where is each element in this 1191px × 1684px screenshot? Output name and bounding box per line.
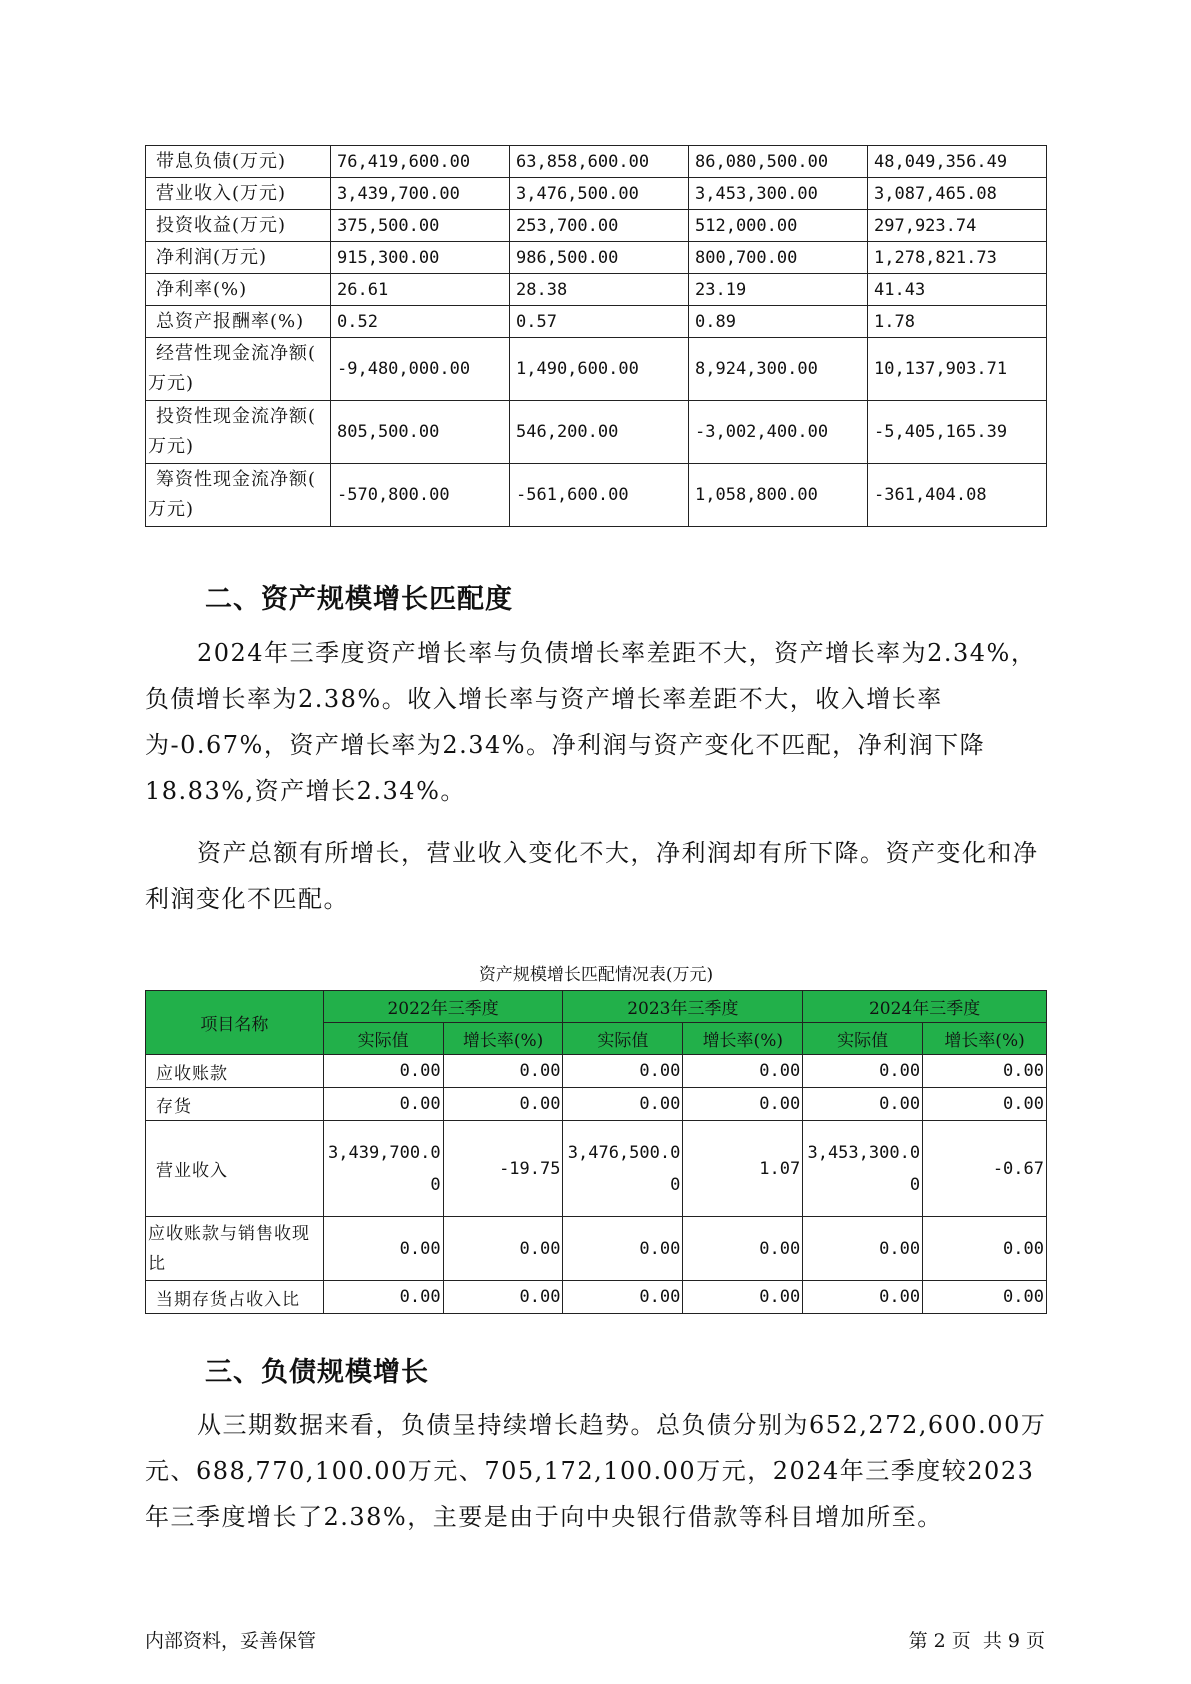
cell-value: 0.00 xyxy=(563,1217,683,1281)
cell-value: 375,500.00 xyxy=(331,210,510,242)
cell-value: 41.43 xyxy=(868,274,1047,306)
cell-value: 0.00 xyxy=(323,1217,443,1281)
table-row xyxy=(146,210,1047,242)
header-growth: 增长率(%) xyxy=(683,1023,803,1055)
cell-value: 3,453,300.00 xyxy=(803,1121,923,1217)
table-row xyxy=(146,306,1047,338)
cell-value: 48,049,356.49 xyxy=(868,146,1047,178)
cell-value: 1,278,821.73 xyxy=(868,242,1047,274)
cell-value: 0.00 xyxy=(323,1088,443,1121)
cell-value: 10,137,903.71 xyxy=(868,338,1047,401)
cell-value: 0.00 xyxy=(803,1088,923,1121)
cell-value: 0.00 xyxy=(683,1217,803,1281)
cell-value: 0.00 xyxy=(563,1281,683,1314)
cell-value: 1.78 xyxy=(868,306,1047,338)
table-row xyxy=(146,1217,1047,1281)
table-row xyxy=(146,274,1047,306)
cell-value: 1,058,800.00 xyxy=(689,464,868,527)
row-label-line: 万元) xyxy=(148,373,195,394)
header-growth: 增长率(%) xyxy=(923,1023,1047,1055)
row-label-line: 筹资性现金流净额( xyxy=(156,469,317,490)
cell-value: 28.38 xyxy=(510,274,689,306)
cell-value: 0.52 xyxy=(331,306,510,338)
cell-value: 0.00 xyxy=(803,1055,923,1088)
paragraph-text: 资产总额有所增长，营业收入变化不大，净利润却有所下降。资产变化和净利润变化不匹配。 xyxy=(145,839,1039,913)
header-actual: 实际值 xyxy=(323,1023,443,1055)
row-label xyxy=(146,464,331,527)
row-label-line: 投资性现金流净额( xyxy=(156,406,317,427)
paragraph xyxy=(145,1402,1050,1540)
cell-value: 0.00 xyxy=(563,1055,683,1088)
cell-value: 76,419,600.00 xyxy=(331,146,510,178)
cell-value: 0.00 xyxy=(803,1217,923,1281)
header-growth: 增长率(%) xyxy=(443,1023,563,1055)
header-actual: 实际值 xyxy=(563,1023,683,1055)
cell-value: 0.00 xyxy=(923,1055,1047,1088)
footer-left: 内部资料，妥善保管 xyxy=(145,1630,317,1652)
cell-value: 0.00 xyxy=(923,1281,1047,1314)
header-period: 2022年三季度 xyxy=(323,991,563,1023)
cell-value: 0.00 xyxy=(443,1217,563,1281)
paragraph-text: 2024年三季度资产增长率与负债增长率差距不大，资产增长率为2.34%，负债增长率为2.38%。收入增长率与资产增长率差距不大，收入增长率为-0.67%，资产增长率为2.34%。净利润与资产变化不匹配，净利润下降18.83%,资产增长2.34%。 xyxy=(145,639,1037,805)
table-header-row xyxy=(146,991,1047,1023)
cell-value: 23.19 xyxy=(689,274,868,306)
cell-value: 0.00 xyxy=(683,1281,803,1314)
cell-value: 0.00 xyxy=(803,1281,923,1314)
header-actual: 实际值 xyxy=(803,1023,923,1055)
cell-value: 26.61 xyxy=(331,274,510,306)
cell-value: 0.57 xyxy=(510,306,689,338)
row-label-line: 经营性现金流净额( xyxy=(156,343,317,364)
row-label: 应收账款 xyxy=(146,1055,324,1088)
table-row xyxy=(146,401,1047,464)
cell-value: 0.00 xyxy=(923,1088,1047,1121)
cell-value: 0.89 xyxy=(689,306,868,338)
page-number: 第 2 页 共 9 页 xyxy=(908,1630,1045,1652)
header-period: 2024年三季度 xyxy=(803,991,1047,1023)
cell-value: -361,404.08 xyxy=(868,464,1047,527)
cell-value: 3,476,500.00 xyxy=(510,178,689,210)
cell-value: 915,300.00 xyxy=(331,242,510,274)
table-row xyxy=(146,1088,1047,1121)
cell-value: -5,405,165.39 xyxy=(868,401,1047,464)
cell-value: 3,439,700.00 xyxy=(323,1121,443,1217)
table-row xyxy=(146,1281,1047,1314)
financial-metrics-table xyxy=(145,145,1047,527)
cell-value: 63,858,600.00 xyxy=(510,146,689,178)
cell-value: 253,700.00 xyxy=(510,210,689,242)
row-label: 投资收益(万元) xyxy=(146,210,331,242)
paragraph xyxy=(145,830,1050,922)
cell-value: -19.75 xyxy=(443,1121,563,1217)
cell-value: 0.00 xyxy=(323,1055,443,1088)
cell-value: 800,700.00 xyxy=(689,242,868,274)
table-row xyxy=(146,242,1047,274)
table-row xyxy=(146,178,1047,210)
row-label: 总资产报酬率(%) xyxy=(146,306,331,338)
cell-value: 297,923.74 xyxy=(868,210,1047,242)
cell-value: -561,600.00 xyxy=(510,464,689,527)
cell-value: -570,800.00 xyxy=(331,464,510,527)
row-label: 营业收入(万元) xyxy=(146,178,331,210)
cell-value: 3,439,700.00 xyxy=(331,178,510,210)
row-label-line: 万元) xyxy=(148,436,195,457)
paragraph xyxy=(145,630,1050,814)
cell-value: 0.00 xyxy=(443,1088,563,1121)
cell-value: 1.07 xyxy=(683,1121,803,1217)
header-period: 2023年三季度 xyxy=(563,991,803,1023)
cell-value: -9,480,000.00 xyxy=(331,338,510,401)
cell-value: 986,500.00 xyxy=(510,242,689,274)
row-label-line: 万元) xyxy=(148,499,195,520)
table-row xyxy=(146,146,1047,178)
cell-value: 3,087,465.08 xyxy=(868,178,1047,210)
cell-value: -3,002,400.00 xyxy=(689,401,868,464)
cell-value: 8,924,300.00 xyxy=(689,338,868,401)
cell-value: 0.00 xyxy=(443,1055,563,1088)
cell-value: 512,000.00 xyxy=(689,210,868,242)
table-row xyxy=(146,1121,1047,1217)
cell-value: 1,490,600.00 xyxy=(510,338,689,401)
row-label: 应收账款与销售收现比 xyxy=(146,1217,324,1281)
cell-value: 0.00 xyxy=(443,1281,563,1314)
table-row xyxy=(146,338,1047,401)
cell-value: 805,500.00 xyxy=(331,401,510,464)
cell-value: 546,200.00 xyxy=(510,401,689,464)
asset-growth-table xyxy=(145,990,1047,1314)
row-label: 净利率(%) xyxy=(146,274,331,306)
section-heading: 三、负债规模增长 xyxy=(205,1357,429,1388)
table-row xyxy=(146,1055,1047,1088)
table-row xyxy=(146,464,1047,527)
row-label xyxy=(146,338,331,401)
cell-value: 3,453,300.00 xyxy=(689,178,868,210)
cell-value: 0.00 xyxy=(563,1088,683,1121)
row-label: 带息负债(万元) xyxy=(146,146,331,178)
header-item: 项目名称 xyxy=(146,991,324,1055)
row-label: 营业收入 xyxy=(146,1121,324,1217)
paragraph-text: 从三期数据来看，负债呈持续增长趋势。总负债分别为652,272,600.00万元、688,770,100.00万元、705,172,100.00万元，2024年三季度较2023年三季度增长了2.38%，主要是由于向中央银行借款等科目增加所至。 xyxy=(145,1411,1047,1531)
row-label: 净利润(万元) xyxy=(146,242,331,274)
row-label: 存货 xyxy=(146,1088,324,1121)
cell-value: 0.00 xyxy=(323,1281,443,1314)
cell-value: -0.67 xyxy=(923,1121,1047,1217)
cell-value: 0.00 xyxy=(923,1217,1047,1281)
cell-value: 3,476,500.00 xyxy=(563,1121,683,1217)
row-label: 当期存货占收入比 xyxy=(146,1281,324,1314)
section-heading: 二、资产规模增长匹配度 xyxy=(205,584,513,615)
table-caption: 资产规模增长匹配情况表(万元) xyxy=(478,965,714,985)
cell-value: 86,080,500.00 xyxy=(689,146,868,178)
cell-value: 0.00 xyxy=(683,1055,803,1088)
row-label xyxy=(146,401,331,464)
cell-value: 0.00 xyxy=(683,1088,803,1121)
